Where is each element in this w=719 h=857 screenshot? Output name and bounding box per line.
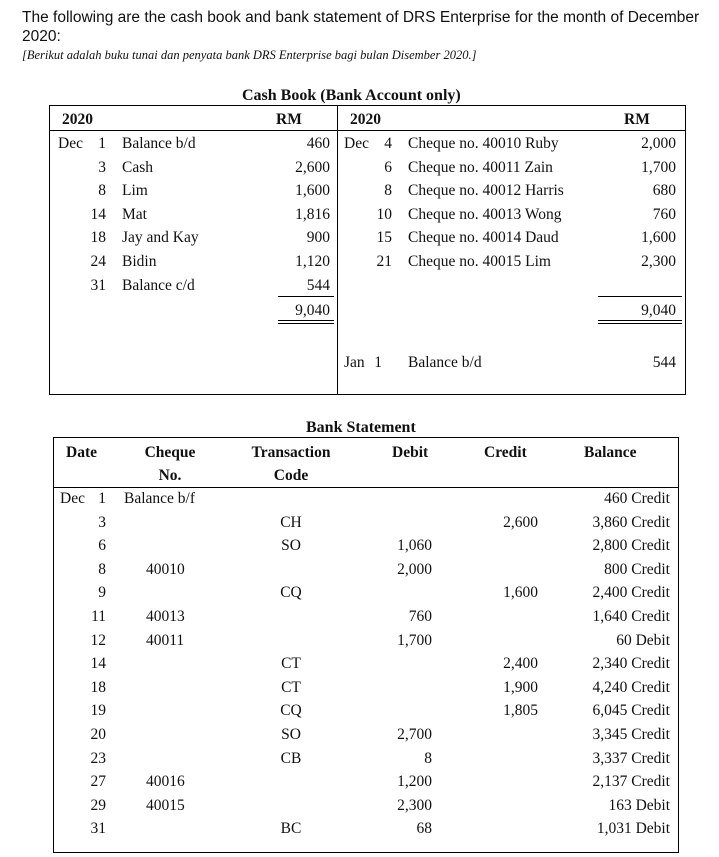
debit-amount: 460 [306, 135, 330, 152]
header-cheque-no: No. [158, 467, 182, 484]
credit-description: Cheque no. 40013 Wong [408, 205, 562, 223]
row-transaction-code: CH [280, 513, 302, 531]
cash-book-header-rule [49, 130, 686, 131]
row-day: 19 [90, 702, 106, 720]
total-double-rule-left-1 [278, 320, 334, 321]
cash-book-divider [337, 105, 338, 395]
row-debit: 2,700 [397, 726, 432, 743]
row-balance: 2,137 Credit [592, 773, 670, 791]
debit-description: Lim [122, 182, 148, 200]
row-cheque-no: 40010 [146, 560, 185, 578]
row-day: 8 [98, 560, 106, 578]
bank-statement-header-rule [53, 487, 679, 488]
debit-description: Jay and Kay [122, 229, 199, 247]
debit-description: Cash [122, 158, 153, 176]
row-debit: 8 [424, 749, 432, 767]
row-debit: 1,700 [397, 631, 432, 649]
cash-book-rm-right: RM [624, 111, 650, 128]
header-debit: Debit [392, 444, 429, 461]
bank-statement-title: Bank Statement [306, 419, 416, 436]
credit-day: 4 [384, 135, 392, 152]
credit-day: 15 [376, 229, 392, 247]
cash-book-year-right: 2020 [350, 111, 381, 128]
carry-day: 1 [374, 354, 382, 371]
credit-amount: 760 [652, 205, 676, 223]
row-cheque-no: 40015 [146, 796, 185, 814]
row-balance: 2,400 Credit [592, 584, 670, 602]
debit-description: Balance c/d [122, 276, 195, 294]
row-day: 27 [90, 773, 106, 791]
row-transaction-code: BC [280, 820, 302, 838]
row-balance: 460 Credit [604, 490, 670, 507]
row-day: 9 [98, 584, 106, 602]
credit-description: Cheque no. 40015 Lim [408, 253, 551, 270]
header-balance: Balance [584, 444, 637, 461]
row-transaction-code: CT [281, 678, 301, 696]
credit-day: 6 [384, 158, 392, 176]
credit-day: 8 [384, 182, 392, 200]
cash-book-title: Cash Book (Bank Account only) [242, 87, 461, 104]
row-debit: 760 [408, 608, 432, 625]
debit-day: 24 [90, 253, 106, 270]
row-balance: 60 Debit [616, 631, 670, 649]
debit-amount: 1,816 [295, 205, 330, 223]
row-debit: 1,200 [397, 773, 432, 791]
credit-amount: 1,700 [641, 158, 676, 176]
credit-amount: 2,000 [641, 135, 676, 152]
cash-book-year-left: 2020 [62, 111, 93, 128]
row-balance: 2,340 Credit [592, 655, 670, 673]
row-transaction-code: SO [281, 537, 301, 555]
row-debit: 68 [416, 820, 432, 838]
row-day: 11 [91, 608, 106, 625]
total-right: 9,040 [641, 302, 676, 319]
row-cheque-no: 40013 [146, 608, 185, 625]
row-debit: 1,060 [397, 537, 432, 555]
row-balance: 3,345 Credit [592, 726, 670, 743]
debit-description: Bidin [122, 253, 157, 270]
row-day: 14 [90, 655, 106, 673]
row-credit: 1,900 [503, 678, 538, 696]
row-transaction-code: CQ [280, 584, 302, 602]
row-day: 6 [98, 537, 106, 555]
credit-day: 21 [376, 253, 392, 270]
row-balance: 1,640 Credit [592, 608, 670, 625]
cash-book-rm-left: RM [276, 111, 302, 128]
row-day: 29 [90, 796, 106, 814]
row-balance: 3,860 Credit [592, 513, 670, 531]
row-day: 1 [98, 490, 106, 507]
debit-amount: 900 [306, 229, 330, 247]
debit-day: 14 [90, 205, 106, 223]
row-balance: 1,031 Debit [596, 820, 670, 838]
header-credit: Credit [484, 444, 527, 461]
row-cheque-no: 40016 [146, 773, 185, 791]
credit-description: Cheque no. 40010 Ruby [408, 135, 559, 152]
row-transaction-code: SO [281, 726, 301, 743]
total-double-rule-right-1 [598, 320, 682, 321]
total-rule-right [598, 296, 682, 297]
debit-amount: 1,120 [295, 253, 330, 270]
row-balance: 4,240 Credit [592, 678, 670, 696]
debit-day: 3 [98, 158, 106, 176]
debit-amount: 544 [306, 276, 330, 294]
total-double-rule-left-2 [278, 323, 334, 324]
row-credit: 2,600 [503, 513, 538, 531]
row-credit: 1,805 [503, 702, 538, 720]
row-credit: 1,600 [503, 584, 538, 602]
row-day: 20 [90, 726, 106, 743]
row-day: 12 [90, 631, 106, 649]
debit-day: 1 [98, 135, 106, 152]
header-cheque: Cheque [144, 444, 196, 461]
debit-amount: 1,600 [295, 182, 330, 200]
debit-amount: 2,600 [295, 158, 330, 176]
credit-description: Cheque no. 40014 Daud [408, 229, 559, 247]
row-balance: 3,337 Credit [592, 749, 670, 767]
row-debit: 2,300 [397, 796, 432, 814]
credit-amount: 1,600 [641, 229, 676, 247]
row-transaction-code: CT [281, 655, 301, 673]
credit-day: 10 [376, 205, 392, 223]
row-transaction-code: CB [280, 749, 302, 767]
total-left: 9,040 [295, 302, 330, 319]
row-balance: 800 Credit [604, 560, 670, 578]
row-day: 23 [90, 749, 106, 767]
header-date: Date [66, 444, 97, 461]
credit-month: Dec [344, 135, 369, 152]
debit-day: 18 [90, 229, 106, 247]
carry-amount: 544 [652, 354, 676, 371]
row-day: 3 [98, 513, 106, 531]
row-debit: 2,000 [397, 560, 432, 578]
intro-text: The following are the cash book and bank statement of DRS Enterprise for the month of December 2020: [22, 9, 700, 45]
row-balance: 163 Debit [608, 796, 670, 814]
header-code: Code [273, 467, 309, 484]
row-day: 18 [90, 678, 106, 696]
carry-description: Balance b/d [408, 354, 482, 371]
row-cheque-no: Balance b/f [124, 490, 196, 507]
credit-amount: 680 [652, 182, 676, 200]
total-rule-left [278, 296, 334, 297]
carry-month: Jan [344, 354, 365, 371]
row-month: Dec [60, 490, 85, 507]
credit-amount: 2,300 [641, 253, 676, 270]
row-balance: 2,800 Credit [592, 537, 670, 555]
credit-description: Cheque no. 40011 Zain [408, 158, 553, 176]
debit-month: Dec [58, 135, 83, 152]
header-transaction: Transaction [251, 444, 331, 461]
debit-description: Mat [122, 205, 147, 223]
debit-day: 8 [98, 182, 106, 200]
row-day: 31 [90, 820, 106, 838]
credit-description: Cheque no. 40012 Harris [408, 182, 564, 200]
row-cheque-no: 40011 [146, 631, 185, 649]
row-credit: 2,400 [503, 655, 538, 673]
debit-description: Balance b/d [122, 135, 196, 152]
row-balance: 6,045 Credit [592, 702, 670, 720]
total-double-rule-right-2 [598, 323, 682, 324]
row-transaction-code: CQ [280, 702, 302, 720]
debit-day: 31 [90, 276, 106, 294]
intro-text-malay: [Berikut adalah buku tunai dan penyata bank DRS Enterprise bagi bulan Disember 2020.] [22, 48, 477, 62]
